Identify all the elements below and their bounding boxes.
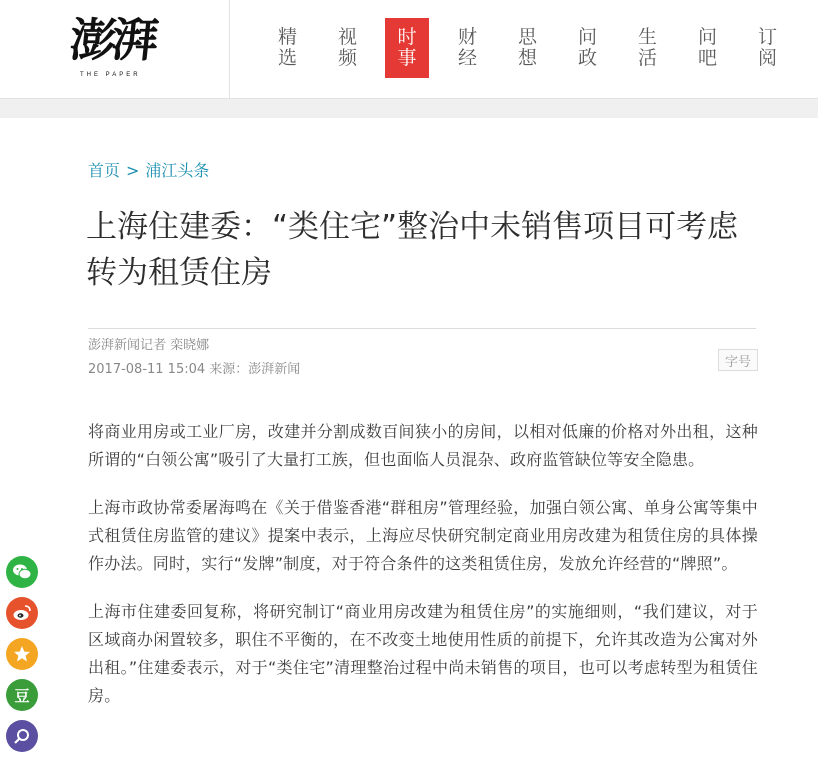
nav-label: 思 (517, 26, 537, 48)
site-logo[interactable] (67, 13, 188, 82)
header-divider (229, 0, 230, 98)
nav-item-picks[interactable] (264, 18, 311, 78)
nav-item-thought[interactable] (504, 18, 551, 78)
breadcrumb-separator: > (126, 161, 140, 180)
nav-label: 生 (637, 26, 657, 48)
breadcrumb-section-link[interactable]: 浦江头条 (145, 161, 210, 180)
article-paragraph: 将商业用房或工业厂房，改建并分割成数百间狭小的房间，以相对低廉的价格对外出租，这种所谓的“白领公寓”吸引了大量打工族，但也面临人员混杂、政府监管缺位等安全隐患。 (88, 422, 758, 469)
article-paragraph: 上海市住建委回复称，将研究制订“商业用房改建为租赁住房”的实施细则，“我们建议，对于区域商办闲置较多，职住不平衡的，在不改变土地使用性质的前提下，允许其改造为公寓对外出租。”住建委表示，对于“类住宅”清理整治过程中尚未销售的项目，也可以考虑转型为租赁住房。 (88, 602, 758, 705)
nav-item-politics[interactable] (564, 18, 611, 78)
nav-item-finance[interactable] (444, 18, 491, 78)
logo-text: 澎湃 (67, 13, 157, 67)
nav-label: 阅 (757, 47, 777, 69)
nav-item-ask[interactable] (684, 18, 731, 78)
douban-share-button[interactable] (6, 679, 38, 711)
header-band (0, 99, 818, 118)
article-byline: 澎湃新闻记者 栾晓娜 (88, 338, 210, 353)
star-icon (13, 645, 31, 663)
nav-label: 频 (337, 47, 357, 69)
wechat-icon (12, 563, 32, 581)
nav-label: 问 (697, 26, 717, 48)
douban-icon: 豆 (14, 686, 30, 705)
breadcrumb (88, 158, 209, 181)
nav-label: 精 (277, 26, 297, 48)
logo-subtitle: THE PAPER (80, 72, 141, 78)
nav-item-current-affairs[interactable] (385, 18, 429, 78)
breadcrumb-home-link[interactable]: 首页 (88, 161, 121, 180)
nav-item-subscribe[interactable] (744, 18, 791, 78)
nav-label: 问 (577, 26, 597, 48)
nav-label: 经 (457, 47, 477, 69)
article-paragraph: 上海市政协常委屠海鸣在《关于借鉴香港“群租房”管理经验，加强白领公寓、单身公寓等集中式租赁住房监管的建议》提案中表示，上海应尽快研究制定商业用房改建为租赁住房的具体操作办法。同时，实行“发牌”制度，对于符合条件的这类租赁住房，发放允许经营的“牌照”。 (88, 498, 758, 573)
nav-label: 政 (577, 47, 597, 69)
weibo-share-button[interactable] (6, 597, 38, 629)
nav-label: 订 (757, 26, 777, 48)
nav-label: 视 (337, 26, 357, 48)
wechat-share-button[interactable] (6, 556, 38, 588)
nav-item-life[interactable] (624, 18, 671, 78)
qzone-share-button[interactable] (6, 638, 38, 670)
nav-item-video[interactable] (324, 18, 371, 78)
more-share-button[interactable] (6, 720, 38, 752)
article-title: 上海住建委：“类住宅”整治中未销售项目可考虑转为租赁住房 (86, 209, 739, 291)
meta-divider (88, 328, 756, 329)
nav-label: 吧 (697, 47, 717, 69)
article-dateline: 2017-08-11 15:04 来源：澎湃新闻 (88, 362, 301, 377)
site-header (0, 0, 818, 99)
nav-label: 选 (277, 47, 297, 69)
nav-label: 想 (517, 47, 537, 69)
nav-label: 时 (397, 26, 417, 48)
search-share-icon (13, 727, 31, 745)
share-bar (6, 556, 38, 761)
weibo-icon (12, 604, 32, 622)
font-size-button[interactable]: 字号 (718, 349, 758, 371)
nav-label: 事 (397, 47, 417, 69)
nav-label: 活 (637, 47, 657, 69)
nav-label: 财 (457, 26, 477, 48)
article-body (88, 418, 758, 730)
